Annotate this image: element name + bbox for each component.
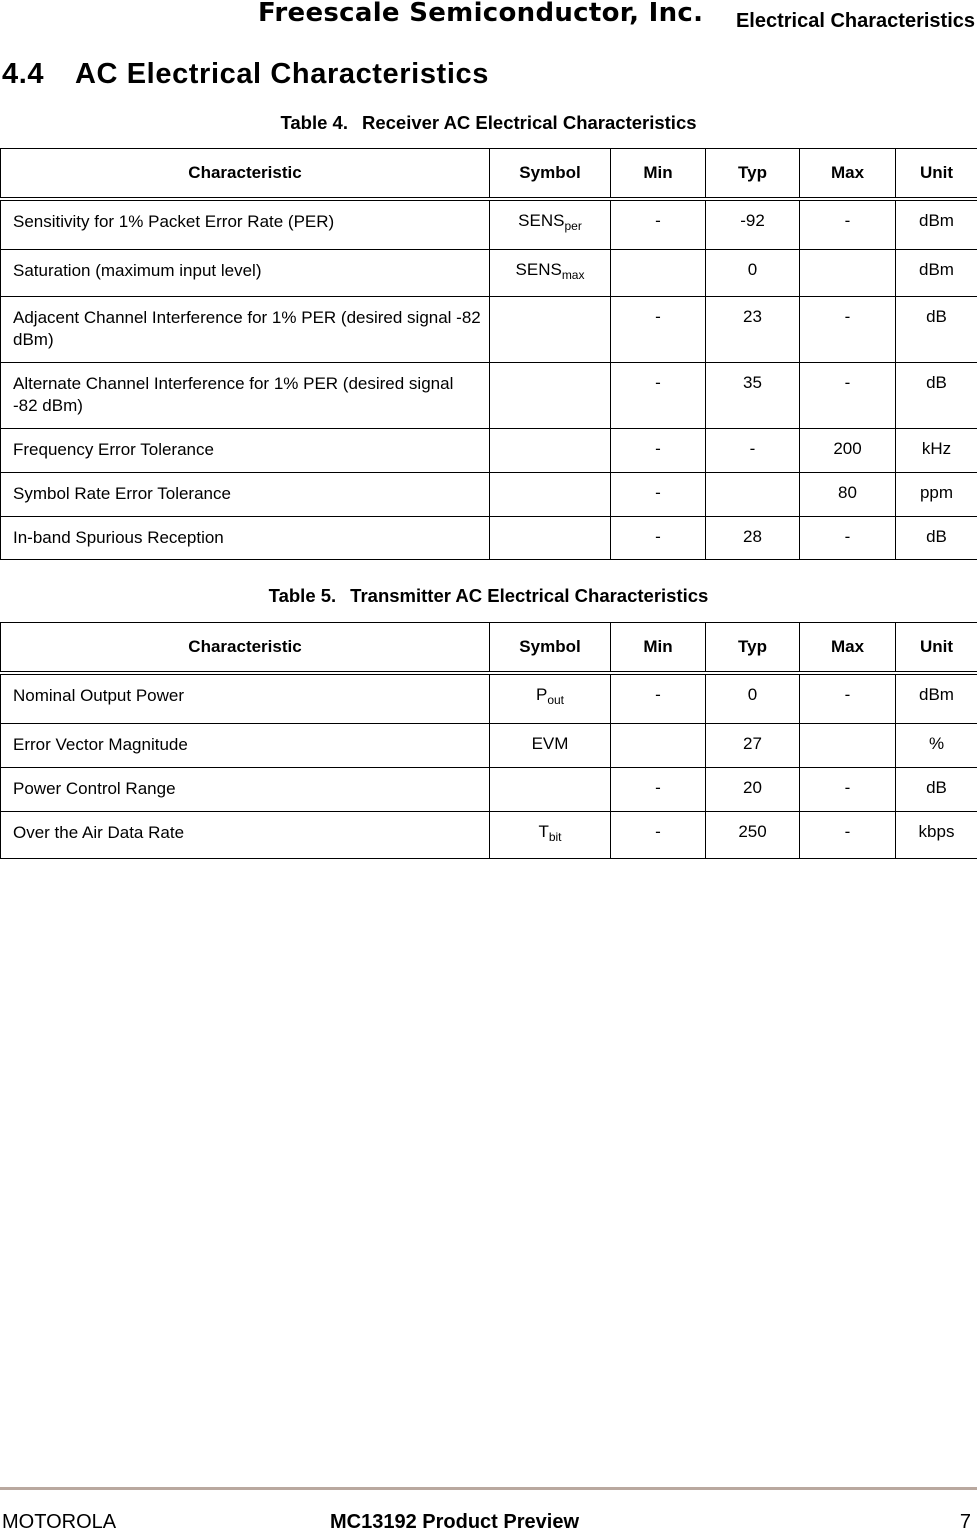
cell-characteristic: Over the Air Data Rate xyxy=(1,811,490,858)
cell-max xyxy=(800,249,896,296)
cell-symbol xyxy=(490,428,611,472)
cell-unit: dB xyxy=(896,362,977,428)
cell-characteristic: Frequency Error Tolerance xyxy=(1,428,490,472)
cell-unit: dB xyxy=(896,296,977,362)
cell-min: - xyxy=(611,296,706,362)
cell-max: - xyxy=(800,199,896,249)
cell-unit: dB xyxy=(896,516,977,559)
cell-min xyxy=(611,249,706,296)
cell-symbol: $P_{out}$ xyxy=(490,673,611,723)
cell-characteristic: Saturation (maximum input level) xyxy=(1,249,490,296)
cell-unit: dBm xyxy=(896,673,977,723)
cell-max: 80 xyxy=(800,472,896,516)
cell-symbol: $T_{bit}$ xyxy=(490,811,611,858)
header-min: Min xyxy=(611,149,706,200)
table4-label: Table 4. xyxy=(280,112,348,133)
table5-title: Transmitter AC Electrical Characteristics xyxy=(350,585,708,606)
cell-max: - xyxy=(800,811,896,858)
header-typ: Typ xyxy=(706,149,800,200)
page-number: 7 xyxy=(960,1511,971,1534)
cell-max xyxy=(800,723,896,767)
cell-typ: -92 xyxy=(706,199,800,249)
cell-max: 200 xyxy=(800,428,896,472)
table-row xyxy=(1,516,977,559)
cell-typ: 35 xyxy=(706,362,800,428)
table-row xyxy=(1,296,977,362)
cell-symbol xyxy=(490,296,611,362)
receiver-ac-table xyxy=(0,148,977,560)
watermark-freescale: Freescale Semiconductor, Inc. xyxy=(258,0,703,28)
table-row xyxy=(1,362,977,428)
cell-symbol xyxy=(490,472,611,516)
cell-symbol xyxy=(490,767,611,811)
header-max: Max xyxy=(800,623,896,674)
table4-caption xyxy=(0,112,977,134)
cell-typ: 0 xyxy=(706,249,800,296)
cell-min: - xyxy=(611,811,706,858)
cell-min: - xyxy=(611,199,706,249)
table-header-row xyxy=(1,149,977,200)
cell-characteristic: Nominal Output Power xyxy=(1,673,490,723)
cell-characteristic: Error Vector Magnitude xyxy=(1,723,490,767)
cell-typ: 27 xyxy=(706,723,800,767)
cell-min: - xyxy=(611,362,706,428)
cell-min: - xyxy=(611,673,706,723)
cell-symbol xyxy=(490,362,611,428)
table5-label: Table 5. xyxy=(269,585,337,606)
cell-max: - xyxy=(800,767,896,811)
cell-max: - xyxy=(800,362,896,428)
header-unit: Unit xyxy=(896,149,977,200)
section-heading xyxy=(2,58,489,91)
cell-typ: 28 xyxy=(706,516,800,559)
footer-divider xyxy=(0,1487,977,1490)
cell-max: - xyxy=(800,516,896,559)
cell-min xyxy=(611,723,706,767)
cell-typ: 23 xyxy=(706,296,800,362)
table-row xyxy=(1,811,977,858)
table-header-row xyxy=(1,623,977,674)
footer-company: MOTOROLA xyxy=(2,1511,116,1534)
cell-characteristic: Adjacent Channel Interference for 1% PER (desired signal -82 dBm) xyxy=(1,296,490,362)
cell-unit: kbps xyxy=(896,811,977,858)
cell-characteristic: Alternate Channel Interference for 1% PER (desired signal -82 dBm) xyxy=(1,362,490,428)
cell-unit: dBm xyxy=(896,249,977,296)
header-symbol: Symbol xyxy=(490,149,611,200)
cell-typ: 250 xyxy=(706,811,800,858)
cell-min: - xyxy=(611,767,706,811)
cell-unit: % xyxy=(896,723,977,767)
table-row xyxy=(1,472,977,516)
cell-max: - xyxy=(800,296,896,362)
cell-unit: kHz xyxy=(896,428,977,472)
cell-symbol: EVM xyxy=(490,723,611,767)
cell-unit: dB xyxy=(896,767,977,811)
table-row xyxy=(1,249,977,296)
section-title: AC Electrical Characteristics xyxy=(75,58,489,90)
cell-typ xyxy=(706,472,800,516)
header-max: Max xyxy=(800,149,896,200)
cell-characteristic: Sensitivity for 1% Packet Error Rate (PER) xyxy=(1,199,490,249)
header-typ: Typ xyxy=(706,623,800,674)
table5-caption xyxy=(0,585,977,607)
cell-unit: dBm xyxy=(896,199,977,249)
cell-characteristic: Symbol Rate Error Tolerance xyxy=(1,472,490,516)
table-row xyxy=(1,673,977,723)
cell-min: - xyxy=(611,428,706,472)
cell-typ: 20 xyxy=(706,767,800,811)
footer-document-title: MC13192 Product Preview xyxy=(330,1511,579,1534)
header-characteristic: Characteristic xyxy=(1,149,490,200)
header-unit: Unit xyxy=(896,623,977,674)
cell-typ: - xyxy=(706,428,800,472)
header-min: Min xyxy=(611,623,706,674)
header-characteristic: Characteristic xyxy=(1,623,490,674)
running-header-title: Electrical Characteristics xyxy=(736,10,975,33)
table4-title: Receiver AC Electrical Characteristics xyxy=(362,112,697,133)
table-row xyxy=(1,199,977,249)
transmitter-ac-table xyxy=(0,622,977,859)
cell-characteristic: In-band Spurious Reception xyxy=(1,516,490,559)
cell-symbol: $SENS_{per}$ xyxy=(490,199,611,249)
cell-symbol xyxy=(490,516,611,559)
table-row xyxy=(1,767,977,811)
cell-characteristic: Power Control Range xyxy=(1,767,490,811)
cell-min: - xyxy=(611,472,706,516)
cell-typ: 0 xyxy=(706,673,800,723)
table-row xyxy=(1,428,977,472)
cell-unit: ppm xyxy=(896,472,977,516)
header-symbol: Symbol xyxy=(490,623,611,674)
cell-symbol: $SENS_{max}$ xyxy=(490,249,611,296)
table-row xyxy=(1,723,977,767)
section-number: 4.4 xyxy=(2,58,75,91)
cell-max: - xyxy=(800,673,896,723)
cell-min: - xyxy=(611,516,706,559)
